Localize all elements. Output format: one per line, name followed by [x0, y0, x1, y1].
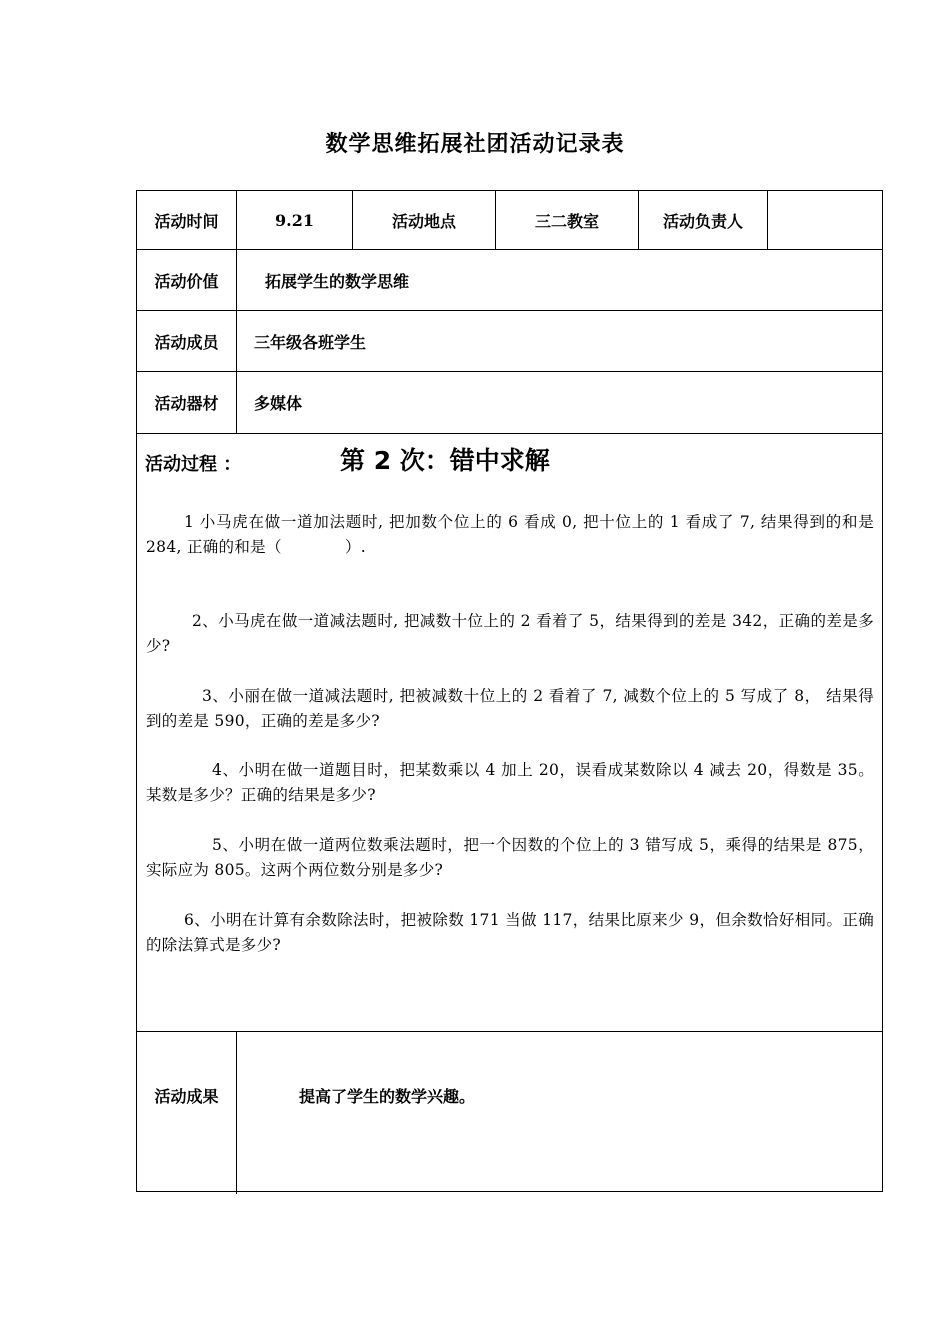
members-text: 三年级各班学生: [254, 332, 367, 352]
table-border: [236, 1031, 237, 1194]
table-border: [136, 1191, 883, 1192]
equipment-label: 活动器材: [154, 394, 219, 413]
process-label: 活动过程 ：: [145, 454, 242, 475]
question-4: 4、小明在做一道题目时，把某数乘以 4 加上 20，误看成某数除以 4 减去 20，得数是 35。某数是多少？正确的结果是多少?: [146, 761, 874, 804]
question-2: 2、小马虎在做一道减法题时, 把减数十位上的 2 看着了 5，结果得到的差是 342，正确的差是多少?: [146, 612, 874, 655]
question-6: 6、小明在计算有余数除法时，把被除数 171 当做 117，结果比原来少 9，但余数恰好相同。正确的除法算式是多少?: [146, 911, 874, 954]
time-label: 活动时间: [154, 211, 219, 231]
page-title: 数学思维拓展社团活动记录表: [325, 132, 625, 157]
question-5: 5、小明在做一道两位数乘法题时，把一个因数的个位上的 3 错写成 5，乘得的结果是 875，实际应为 805。这两个两位数分别是多少?: [146, 836, 874, 879]
equipment-text: 多媒体: [254, 394, 303, 413]
leader-value: [768, 191, 882, 249]
process-subtitle: 第 2 次：错中求解: [340, 446, 550, 475]
leader-label: 活动负责人: [662, 211, 743, 231]
place-value: 三二教室: [534, 211, 599, 231]
question-1: 1 小马虎在做一道加法题时, 把加数个位上的 6 看成 0, 把十位上的 1 看成了 7, 结果得到的和是 284, 正确的和是（ ）.: [146, 513, 874, 556]
question-3: 3、小丽在做一道减法题时, 把被减数十位上的 2 看着了 7, 减数个位上的 5 写成了 8， 结果得到的差是 590，正确的差是多少?: [146, 687, 874, 730]
result-text: 提高了学生的数学兴趣。: [299, 1086, 476, 1106]
table-border: [882, 190, 883, 1192]
value-text: 拓展学生的数学思维: [265, 271, 410, 291]
value-label: 活动价值: [154, 271, 219, 291]
table-border: [136, 433, 883, 434]
place-label: 活动地点: [391, 211, 456, 231]
result-label: 活动成果: [154, 1086, 219, 1106]
members-label: 活动成员: [154, 332, 219, 352]
activity-record-form: [136, 190, 883, 1192]
time-value: 9.21: [275, 210, 314, 230]
